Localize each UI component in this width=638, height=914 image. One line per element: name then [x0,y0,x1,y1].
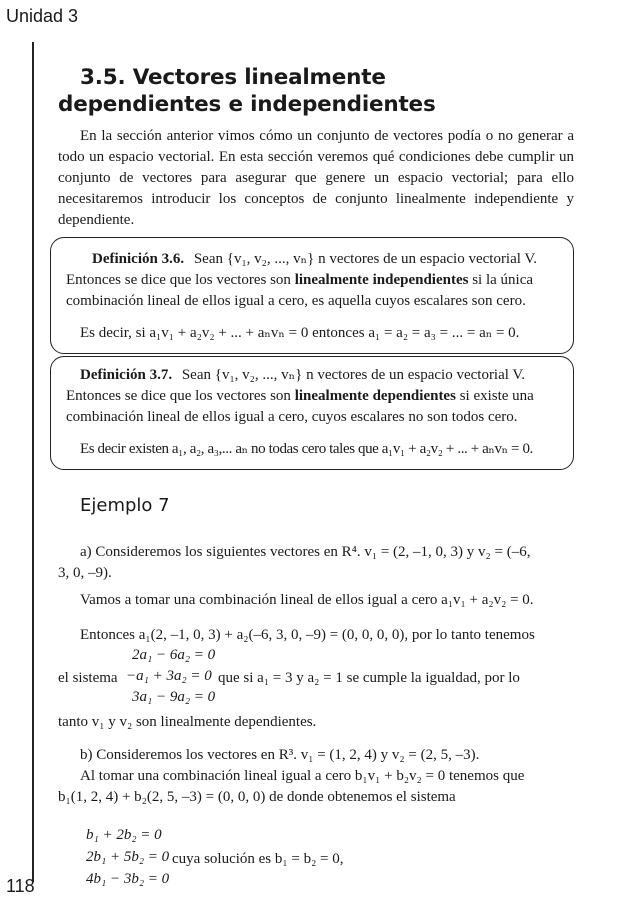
example-title: Ejemplo 7 [80,495,170,516]
example-b-solution: cuya solución es b₁ = b₂ = 0, [172,851,344,867]
def36-text1: Sean {v₁, v₂, ..., vₙ} n vectores de un espacio vectorial V. [193,251,538,267]
margin-rule [32,42,34,882]
example-b-eq3: 4b₁ − 3b₂ = 0 [86,871,170,887]
def37-line1 [80,365,525,386]
page-number: 118 [6,876,35,896]
def36-line3: combinación lineal de ellos igual a cero, es aquella cuyos escalares son cero. [66,293,526,309]
example-a-intro-2: 3, 0, –9). [58,565,112,581]
def37-label: Definición 3.7. [80,367,173,383]
example-a-conclusion: tanto v₁ y v₂ son linealmente dependientes. [58,714,317,730]
def37-text2-after: si existe una [459,388,534,404]
def37-text2-before: Entonces se dice que los vectores son [66,388,291,404]
example-a-intro-1: a) Consideremos los siguientes vectores en R⁴. v₁ = (2, –1, 0, 3) y v₂ = (–6, [80,544,531,560]
example-a-then: Entonces a₁(2, –1, 0, 3) + a₂(–6, 3, 0, –9) = (0, 0, 0, 0), por lo tanto tenemos [80,627,535,643]
def36-text2-before: Entonces se dice que los vectores son [66,272,291,288]
example-a-system-text: que si a₁ = 3 y a₂ = 1 se cumple la igualdad, por lo [218,670,520,686]
def36-line1 [92,249,537,270]
def36-term: linealmente independientes [294,272,469,288]
def37-line4: Es decir existen a₁, a₂, a₃,... aₙ no todas cero tales que a₁v₁ + a₂v₂ + ... + aₙvₙ = 0. [80,441,533,457]
example-a-eq2: −a₁ + 3a₂ = 0 [126,668,212,684]
def37-line2 [66,386,534,407]
example-b-combination: Al tomar una combinación lineal igual a cero b₁v₁ + b₂v₂ = 0 tenemos que [80,768,525,784]
unit-label: Unidad 3 [6,6,79,26]
example-a-eq1: 2a₁ − 6a₂ = 0 [132,647,216,663]
example-b-eq2: 2b₁ + 5b₂ = 0 [86,849,170,865]
example-b-then: b₁(1, 2, 4) + b₂(2, 5, –3) = (0, 0, 0) de donde obtenemos el sistema [58,789,456,805]
example-a-system-label: el sistema [58,670,118,686]
example-a-combination: Vamos a tomar una combinación lineal de ellos igual a cero a₁v₁ + a₂v₂ = 0. [80,592,534,608]
section-title: 3.5. Vectores linealmente dependientes e independientes [58,65,436,117]
def36-line2 [66,270,533,291]
example-b-intro: b) Consideremos los vectores en R³. v₁ = (1, 2, 4) y v₂ = (2, 5, –3). [80,747,480,763]
intro-paragraph: En la sección anterior vimos cómo un conjunto de vectores podía o no generar a todo un espacio vectorial. En esta sección veremos qué condiciones debe cumplir un conjunto de vectores para asegurar que genere un espacio vectorial; para ello necesitaremos introducir los conceptos de conjunto linealmente independiente y dependiente. [58,128,574,228]
def36-line4: Es decir, si a₁v₁ + a₂v₂ + ... + aₙvₙ = 0 entonces a₁ = a₂ = a₃ = ... = aₙ = 0. [80,325,520,341]
def36-text2-after: si la única [472,272,534,288]
def36-label: Definición 3.6. [92,251,185,267]
example-a-eq3: 3a₁ − 9a₂ = 0 [132,689,216,705]
def37-line3: combinación lineal de ellos igual a cero, cuyos escalares no son todos cero. [66,409,518,425]
example-b-eq1: b₁ + 2b₂ = 0 [86,827,162,843]
def37-text1: Sean {v₁, v₂, ..., vₙ} n vectores de un espacio vectorial V. [181,367,526,383]
def37-term: linealmente dependientes [294,388,456,404]
